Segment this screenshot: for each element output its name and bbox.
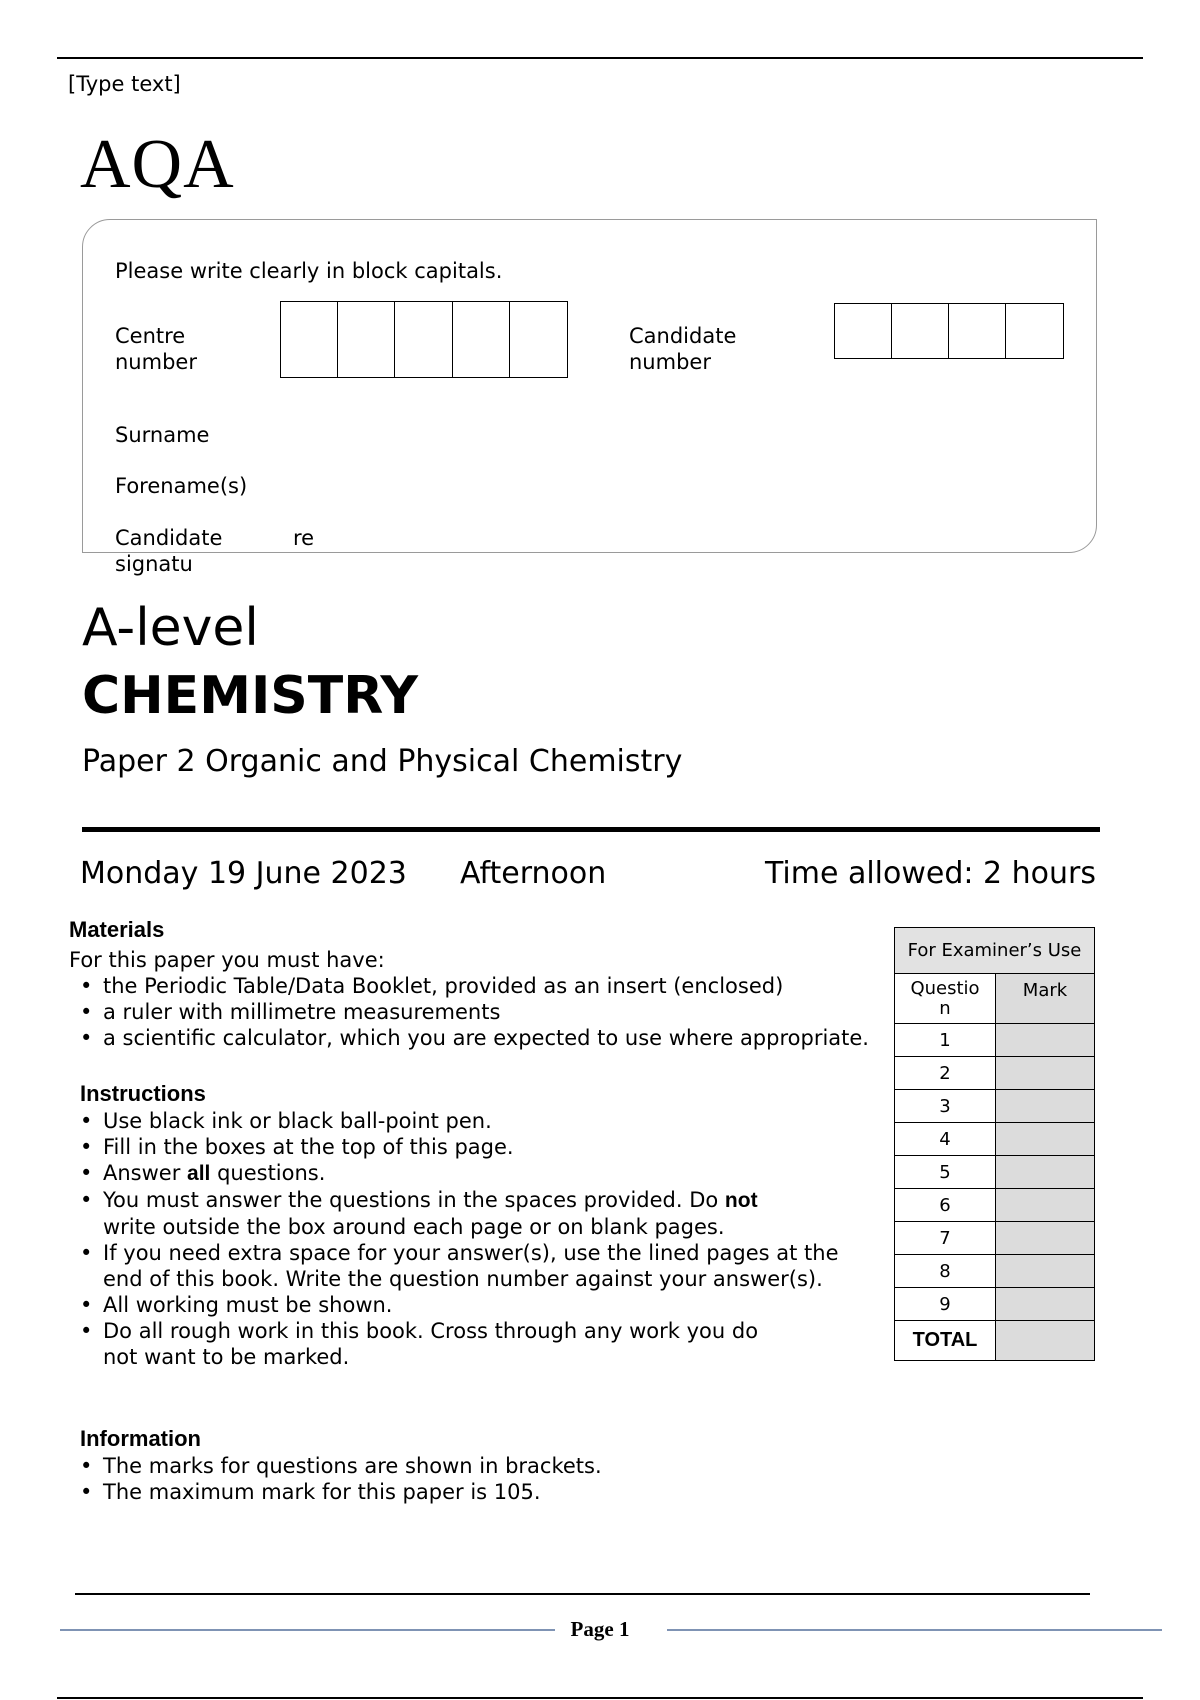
list-item: • If you need extra space for your answer(s), use the lined pages at the end of this book. Write the question number against your answer(s).	[80, 1240, 850, 1292]
materials-heading: Materials	[69, 917, 165, 942]
total-label: TOTAL	[895, 1321, 996, 1361]
candidate-number-box[interactable]	[949, 304, 1006, 358]
information-list	[80, 1453, 602, 1505]
centre-number-box[interactable]	[453, 302, 510, 377]
instructions-list	[80, 1108, 850, 1370]
mark-cell	[996, 1156, 1095, 1189]
exam-date: Monday 19 June 2023	[80, 856, 407, 891]
materials-list	[80, 973, 869, 1051]
mark-cell	[996, 1123, 1095, 1156]
mark-column-header: Mark	[996, 974, 1095, 1024]
list-item: • You must answer the questions in the spaces provided. Do not write outside the box around each page or on blank pages.	[80, 1187, 850, 1240]
question-column-header: Questio n	[895, 974, 996, 1024]
materials-intro: For this paper you must have:	[69, 948, 385, 972]
surname-label: Surname	[115, 423, 210, 447]
list-item: • Do all rough work in this book. Cross through any work you do not want to be marked.	[80, 1318, 850, 1370]
list-item: • Answer all questions.	[80, 1160, 850, 1187]
list-item: • The marks for questions are shown in brackets.	[80, 1453, 602, 1479]
centre-number-box[interactable]	[281, 302, 338, 377]
signature-label-fragment: re	[293, 526, 315, 550]
block-capitals-instruction: Please write clearly in block capitals.	[115, 259, 503, 283]
header-placeholder-text: [Type text]	[68, 72, 181, 96]
question-number: 3	[895, 1090, 996, 1123]
time-allowed: Time allowed: 2 hours	[764, 856, 1096, 891]
question-number: 7	[895, 1222, 996, 1255]
question-number: 9	[895, 1288, 996, 1321]
list-item: • The maximum mark for this paper is 105.	[80, 1479, 602, 1505]
mark-cell	[996, 1189, 1095, 1222]
forename-label: Forename(s)	[115, 474, 248, 498]
mark-cell	[996, 1255, 1095, 1288]
question-number: 6	[895, 1189, 996, 1222]
centre-number-box[interactable]	[395, 302, 452, 377]
centre-number-box[interactable]	[510, 302, 567, 377]
list-item: • the Periodic Table/Data Booklet, provided as an insert (enclosed)	[80, 973, 869, 999]
list-item: • All working must be shown.	[80, 1292, 850, 1318]
header-rule	[57, 57, 1143, 59]
bottom-rule	[57, 1697, 1143, 1699]
question-number: 2	[895, 1057, 996, 1090]
candidate-number-box[interactable]	[835, 304, 892, 358]
question-number: 8	[895, 1255, 996, 1288]
candidate-number-box[interactable]	[892, 304, 949, 358]
list-item: • a ruler with millimetre measurements	[80, 999, 869, 1025]
information-heading: Information	[80, 1426, 201, 1451]
page-number: Page 1	[570, 1617, 630, 1641]
mark-cell	[996, 1288, 1095, 1321]
list-item: • Fill in the boxes at the top of this page.	[80, 1134, 850, 1160]
aqa-logo: AQA	[80, 126, 235, 203]
mark-cell	[996, 1024, 1095, 1057]
centre-number-label: Centre number	[115, 324, 197, 374]
centre-number-box[interactable]	[338, 302, 395, 377]
question-number: 4	[895, 1123, 996, 1156]
question-number: 1	[895, 1024, 996, 1057]
instructions-heading: Instructions	[80, 1081, 206, 1106]
mark-cell	[996, 1057, 1095, 1090]
question-number: 5	[895, 1156, 996, 1189]
footer-rule	[75, 1593, 1090, 1595]
centre-number-boxes[interactable]	[280, 301, 568, 378]
candidate-number-label: Candidate number	[629, 324, 737, 374]
list-item: • Use black ink or black ball-point pen.	[80, 1108, 850, 1134]
mark-cell	[996, 1222, 1095, 1255]
candidate-number-box[interactable]	[1006, 304, 1063, 358]
paper-title: Paper 2 Organic and Physical Chemistry	[82, 744, 683, 779]
exam-session: Afternoon	[460, 856, 607, 891]
list-item: • a scientific calculator, which you are expected to use where appropriate.	[80, 1025, 869, 1051]
examiner-table-title: For Examiner’s Use	[895, 928, 1095, 974]
signature-label: Candidate signatu	[115, 526, 223, 576]
total-mark-cell	[996, 1321, 1095, 1361]
mark-cell	[996, 1090, 1095, 1123]
candidate-number-boxes[interactable]	[834, 303, 1064, 359]
title-divider	[82, 827, 1100, 832]
subject-title: CHEMISTRY	[82, 666, 419, 726]
qualification-level: A-level	[82, 598, 259, 658]
examiner-use-table	[894, 927, 1095, 1361]
